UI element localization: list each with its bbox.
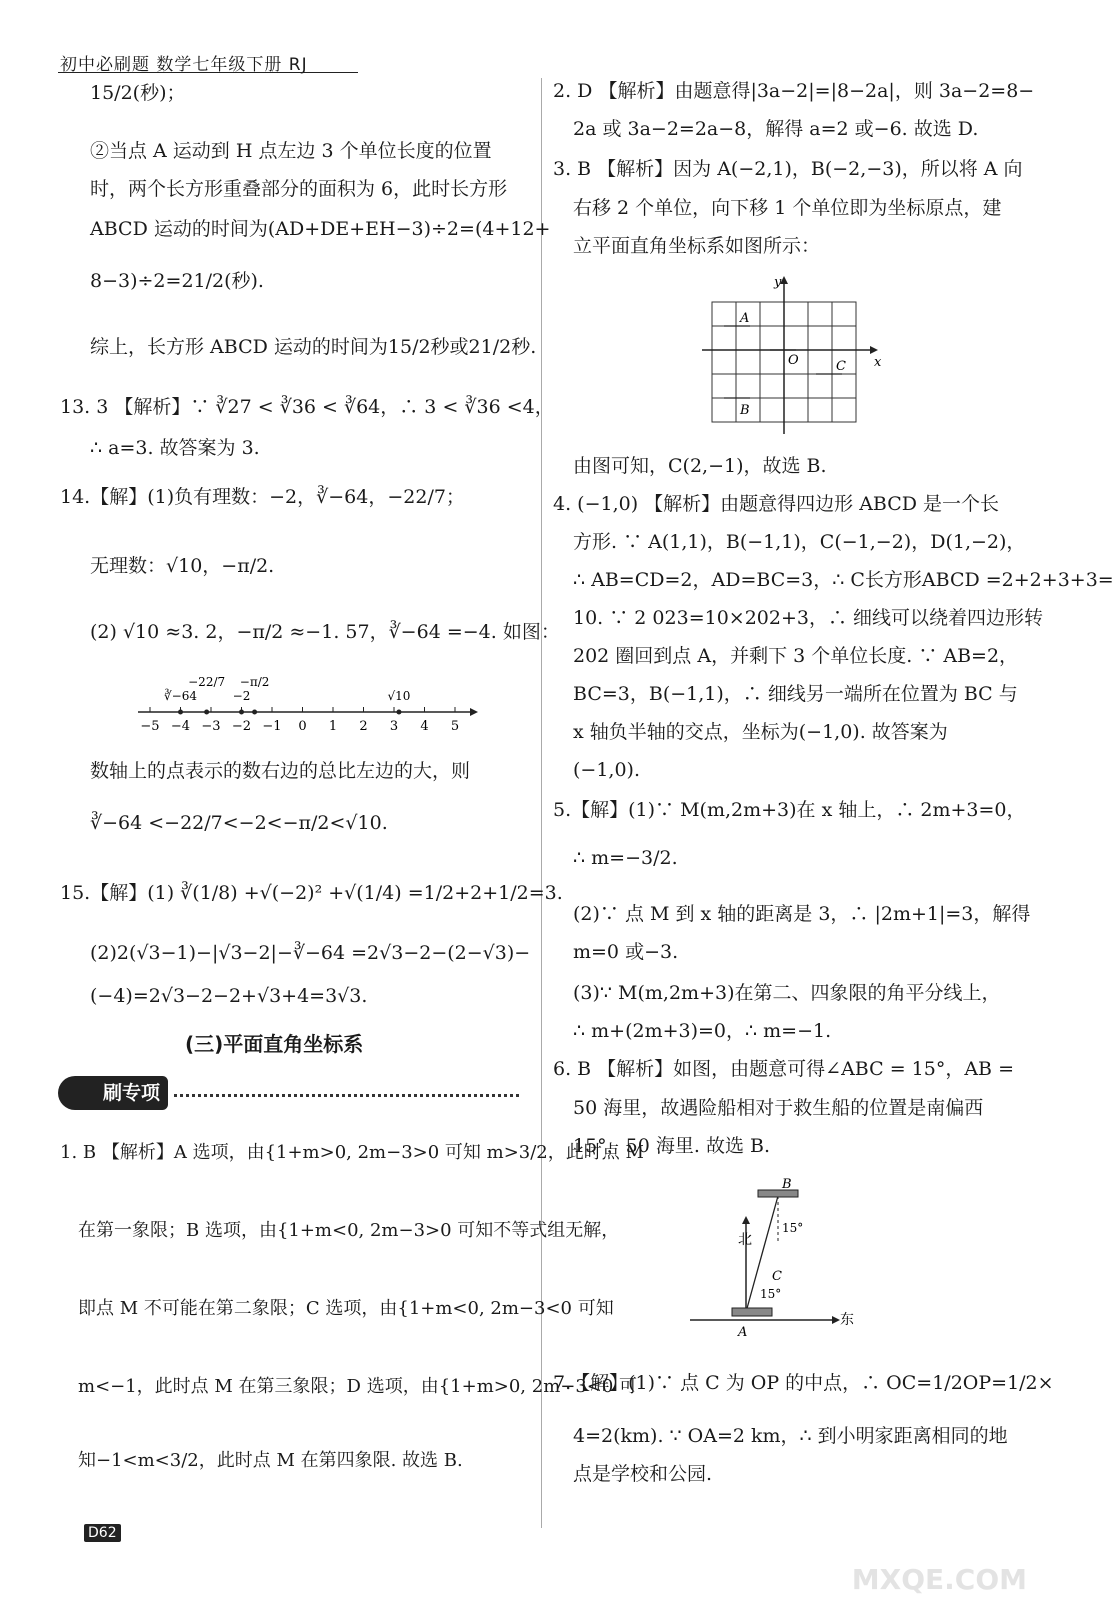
q1-line4: m<−1，此时点 M 在第三象限；D 选项，由{1+m>0, 2m−3<0 可	[78, 1376, 638, 1397]
q2-line2: 2a 或 3a−2=2a−8，解得 a=2 或−6. 故选 D.	[573, 118, 979, 140]
q3-line2: 右移 2 个单位，向下移 1 个单位即为坐标原点，建	[573, 197, 1002, 219]
q1-line2: 在第一象限；B 选项，由{1+m<0, 2m−3>0 可知不等式组无解，	[78, 1220, 620, 1241]
number-line-tick-label: 1	[328, 719, 338, 734]
q15-line3: (−4)=2√3−2−2+√3+4=3√3.	[90, 985, 368, 1007]
grid-point-b-label: B	[740, 403, 750, 418]
section-title: (三)平面直角坐标系	[185, 1032, 364, 1056]
line-l05: 8−3)÷2=21/2(秒).	[90, 270, 264, 292]
q5-line5: (3)∵ M(m,2m+3)在第二、四象限的角平分线上，	[573, 982, 1001, 1004]
line-l02: ②当点 A 运动到 H 点左边 3 个单位长度的位置	[90, 140, 492, 162]
section-badge: 刷专项	[58, 1076, 168, 1110]
number-line-point	[252, 710, 257, 715]
q4-line8: (−1,0).	[573, 759, 641, 781]
q14-line5: ∛−64 <−22/7<−2<−π/2<√10.	[90, 812, 388, 834]
q4-line7: x 轴负半轴的交点，坐标为(−1,0). 故答案为	[573, 721, 948, 743]
grid-point-a-label: A	[740, 311, 750, 326]
number-line-point-label: −π/2	[239, 675, 270, 689]
q13-line1: 13. 3 【解析】∵ ∛27 < ∛36 < ∛64，∴ 3 < ∛36 <4，	[60, 396, 554, 418]
bearing-east-label: 东	[840, 1312, 854, 1328]
bearing-b-label: B	[782, 1177, 792, 1192]
bearing-a-label: A	[738, 1325, 748, 1340]
line-l06: 综上，长方形 ABCD 运动的时间为15/2秒或21/2秒.	[90, 336, 537, 358]
number-line-point	[204, 710, 209, 715]
bearing-angle-top: 15°	[782, 1221, 804, 1235]
grid-x-label: x	[874, 355, 882, 370]
number-line-point-label: ∛−64	[164, 689, 197, 703]
q3-line3: 立平面直角坐标系如图所示：	[573, 235, 821, 257]
number-line-point-label: −2	[232, 689, 251, 703]
number-line-tick-label: −5	[140, 719, 160, 734]
number-line-point	[239, 710, 244, 715]
number-line-figure	[130, 668, 480, 740]
number-line-tick-label: −2	[231, 719, 252, 734]
number-line-point	[178, 710, 183, 715]
number-line-tick-label: −4	[170, 719, 191, 734]
q4-line5: 202 圈回到点 A，并剩下 3 个单位长度. ∵ AB=2，	[573, 645, 1019, 667]
q1-line1: 1. B 【解析】A 选项，由{1+m>0, 2m−3>0 可知 m>3/2，此时点 M	[60, 1142, 644, 1163]
q5-line4: m=0 或−3.	[573, 941, 679, 963]
q15-line2: (2)2(√3−1)−|√3−2|−∛−64 =2√3−2−(2−√3)−	[90, 942, 531, 964]
q3-line4: 由图可知，C(2,−1)，故选 B.	[573, 455, 827, 477]
q14-line4: 数轴上的点表示的数右边的总比左边的大，则	[90, 760, 471, 782]
q13-line2: ∴ a=3. 故答案为 3.	[90, 437, 260, 459]
number-line-tick-label: 5	[450, 719, 460, 734]
number-line-point-label: √10	[387, 689, 411, 703]
q5-line1: 5.【解】(1)∵ M(m,2m+3)在 x 轴上，∴ 2m+3=0，	[553, 799, 1026, 821]
q14-line3: (2) √10 ≈3. 2，−π/2 ≈−1. 57，∛−64 =−4. 如图：	[90, 621, 560, 643]
q14-line1: 14.【解】(1)负有理数：−2，∛−64，−22/7；	[60, 486, 465, 508]
q3-line1: 3. B 【解析】因为 A(−2,1)，B(−2,−3)，所以将 A 向	[553, 158, 1023, 180]
q5-line2: ∴ m=−3/2.	[573, 847, 678, 869]
page-number: D62	[84, 1524, 121, 1542]
grid-y-label: y	[774, 275, 782, 290]
grid-point-c-label: C	[836, 359, 846, 374]
number-line-tick-label: −3	[201, 719, 221, 734]
coordinate-grid-figure	[700, 272, 890, 440]
q14-line2: 无理数：√10，−π/2.	[90, 555, 275, 577]
q4-line1: 4. (−1,0) 【解析】由题意得四边形 ABCD 是一个长	[553, 493, 1000, 515]
line-l01: 15/2(秒)；	[90, 82, 186, 104]
q15-line1: 15.【解】(1) ∛(1/8) +√(−2)² +√(1/4) =1/2+2+1/2=3.	[60, 882, 563, 904]
running-header: 初中必刷题 数学七年级下册 RJ	[60, 55, 308, 75]
bearing-north-label: 北	[738, 1232, 752, 1248]
header-rule	[58, 72, 358, 73]
q6-line1: 6. B 【解析】如图，由题意可得∠ABC = 15°，AB =	[553, 1058, 1014, 1080]
q1-line5: 知−1<m<3/2，此时点 M 在第四象限. 故选 B.	[78, 1450, 463, 1471]
q7-line3: 点是学校和公园.	[573, 1463, 713, 1485]
q5-line3: (2)∵ 点 M 到 x 轴的距离是 3，∴ |2m+1|=3，解得	[573, 903, 1031, 925]
q7-line2: 4=2(km). ∵ OA=2 km，∴ 到小明家距离相同的地	[573, 1425, 1008, 1447]
q4-line4: 10. ∵ 2 023=10×202+3，∴ 细线可以绕着四边形转	[573, 607, 1044, 629]
grid-origin-label: O	[788, 353, 799, 368]
number-line-tick-label: 0	[298, 719, 307, 734]
q6-line3: 15°，50 海里. 故选 B.	[573, 1135, 771, 1157]
q4-line2: 方形. ∵ A(1,1)，B(−1,1)，C(−1,−2)，D(1,−2)，	[573, 531, 1026, 553]
watermark: MXQE.COM	[851, 1563, 1027, 1596]
q4-line6: BC=3，B(−1,1)，∴ 细线另一端所在位置为 BC 与	[573, 683, 1018, 705]
number-line-point	[396, 710, 401, 715]
q2-line1: 2. D 【解析】由题意得|3a−2|=|8−2a|，则 3a−2=8−	[553, 80, 1035, 102]
line-l04: ABCD 运动的时间为(AD+DE+EH−3)÷2=(4+12+	[90, 218, 551, 240]
q6-line2: 50 海里，故遇险船相对于救生船的位置是南偏西	[573, 1097, 984, 1119]
number-line-point-label: −22/7	[188, 675, 226, 689]
number-line-tick-label: −1	[262, 719, 282, 734]
q5-line6: ∴ m+(2m+3)=0，∴ m=−1.	[573, 1020, 832, 1042]
q7-line1: 7.【解】(1)∵ 点 C 为 OP 的中点，∴ OC=1/2OP=1/2×	[553, 1372, 1054, 1394]
number-line-tick-label: 2	[359, 719, 368, 734]
bearing-angle-bottom: 15°	[760, 1287, 782, 1301]
q1-line3: 即点 M 不可能在第二象限；C 选项，由{1+m<0, 2m−3<0 可知	[78, 1298, 614, 1319]
number-line-tick-label: 4	[420, 719, 429, 734]
dotted-rule	[174, 1094, 519, 1097]
number-line-tick-label: 3	[389, 719, 399, 734]
bearing-c-label: C	[772, 1269, 782, 1284]
bearing-figure	[686, 1172, 866, 1342]
line-l03: 时，两个长方形重叠部分的面积为 6，此时长方形	[90, 178, 508, 200]
q4-line3: ∴ AB=CD=2，AD=BC=3，∴ C长方形ABCD =2+2+3+3=	[573, 569, 1114, 591]
